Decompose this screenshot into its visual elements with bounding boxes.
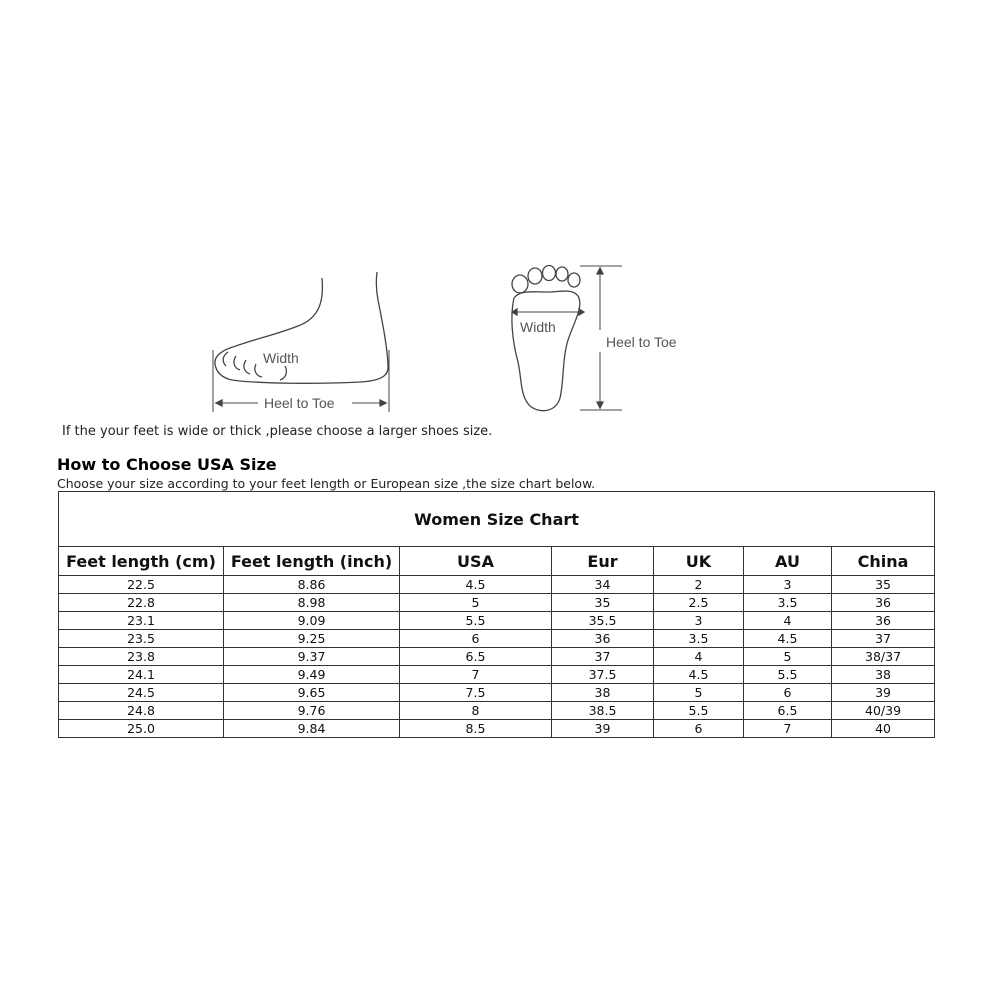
table-row [59, 666, 935, 684]
table-row [59, 684, 935, 702]
table-cell: 39 [552, 720, 654, 738]
table-cell: 8.5 [400, 720, 552, 738]
table-cell: 23.1 [59, 612, 224, 630]
table-cell: 3 [744, 576, 832, 594]
table-cell: 22.8 [59, 594, 224, 612]
table-cell: 37 [832, 630, 935, 648]
table-cell: 22.5 [59, 576, 224, 594]
table-cell: 5.5 [744, 666, 832, 684]
table-cell: 37 [552, 648, 654, 666]
table-cell: 9.09 [224, 612, 400, 630]
table-row [59, 630, 935, 648]
section-subheading: Choose your size according to your feet length or European size ,the size chart below. [57, 476, 596, 491]
table-cell: 9.65 [224, 684, 400, 702]
table-cell: 3 [654, 612, 744, 630]
table-cell: 6 [744, 684, 832, 702]
table-cell: 39 [832, 684, 935, 702]
table-cell: 4.5 [400, 576, 552, 594]
table-cell: 5 [400, 594, 552, 612]
table-cell: 36 [832, 594, 935, 612]
table-cell: 6 [400, 630, 552, 648]
table-cell: 4.5 [654, 666, 744, 684]
table-cell: 34 [552, 576, 654, 594]
header-china: China [832, 547, 935, 576]
table-cell: 7 [400, 666, 552, 684]
table-row [59, 702, 935, 720]
table-cell: 2 [654, 576, 744, 594]
table-cell: 25.0 [59, 720, 224, 738]
table-row [59, 612, 935, 630]
table-row [59, 576, 935, 594]
sole-width-label: Width [520, 319, 556, 335]
table-row [59, 594, 935, 612]
table-cell: 8.98 [224, 594, 400, 612]
side-heel-to-toe-label: Heel to Toe [264, 395, 335, 411]
table-cell: 9.37 [224, 648, 400, 666]
size-chart-table [58, 491, 935, 738]
table-cell: 5.5 [654, 702, 744, 720]
foot-diagram-svg [0, 0, 1000, 460]
table-title: Women Size Chart [59, 492, 935, 547]
table-cell: 3.5 [654, 630, 744, 648]
table-cell: 37.5 [552, 666, 654, 684]
table-cell: 5 [654, 684, 744, 702]
header-uk: UK [654, 547, 744, 576]
header-au: AU [744, 547, 832, 576]
sole-heel-to-toe-label: Heel to Toe [606, 334, 677, 350]
table-cell: 9.25 [224, 630, 400, 648]
table-cell: 23.5 [59, 630, 224, 648]
table-cell: 40 [832, 720, 935, 738]
table-cell: 7 [744, 720, 832, 738]
table-cell: 38 [832, 666, 935, 684]
table-cell: 35 [552, 594, 654, 612]
section-heading: How to Choose USA Size [57, 455, 277, 474]
side-foot-icon [213, 272, 389, 412]
table-cell: 6.5 [400, 648, 552, 666]
table-header-row [59, 547, 935, 576]
table-cell: 8 [400, 702, 552, 720]
header-usa: USA [400, 547, 552, 576]
table-cell: 6.5 [744, 702, 832, 720]
table-cell: 7.5 [400, 684, 552, 702]
table-cell: 40/39 [832, 702, 935, 720]
table-cell: 38 [552, 684, 654, 702]
table-cell: 9.76 [224, 702, 400, 720]
header-feet-inch: Feet length (inch) [224, 547, 400, 576]
table-cell: 38.5 [552, 702, 654, 720]
foot-measurement-illustration [0, 0, 1000, 460]
table-cell: 5.5 [400, 612, 552, 630]
table-cell: 35.5 [552, 612, 654, 630]
table-cell: 8.86 [224, 576, 400, 594]
table-cell: 9.49 [224, 666, 400, 684]
table-cell: 4.5 [744, 630, 832, 648]
table-cell: 35 [832, 576, 935, 594]
wide-feet-note: If the your feet is wide or thick ,please choose a larger shoes size. [62, 424, 493, 439]
table-cell: 24.1 [59, 666, 224, 684]
table-cell: 24.5 [59, 684, 224, 702]
table-cell: 3.5 [744, 594, 832, 612]
table-cell: 4 [744, 612, 832, 630]
table-cell: 4 [654, 648, 744, 666]
table-cell: 38/37 [832, 648, 935, 666]
table-row [59, 648, 935, 666]
table-cell: 36 [552, 630, 654, 648]
side-width-label: Width [263, 350, 299, 366]
table-row [59, 720, 935, 738]
table-cell: 24.8 [59, 702, 224, 720]
table-cell: 9.84 [224, 720, 400, 738]
table-cell: 2.5 [654, 594, 744, 612]
table-cell: 23.8 [59, 648, 224, 666]
header-feet-cm: Feet length (cm) [59, 547, 224, 576]
table-cell: 36 [832, 612, 935, 630]
table-cell: 6 [654, 720, 744, 738]
table-cell: 5 [744, 648, 832, 666]
header-eur: Eur [552, 547, 654, 576]
